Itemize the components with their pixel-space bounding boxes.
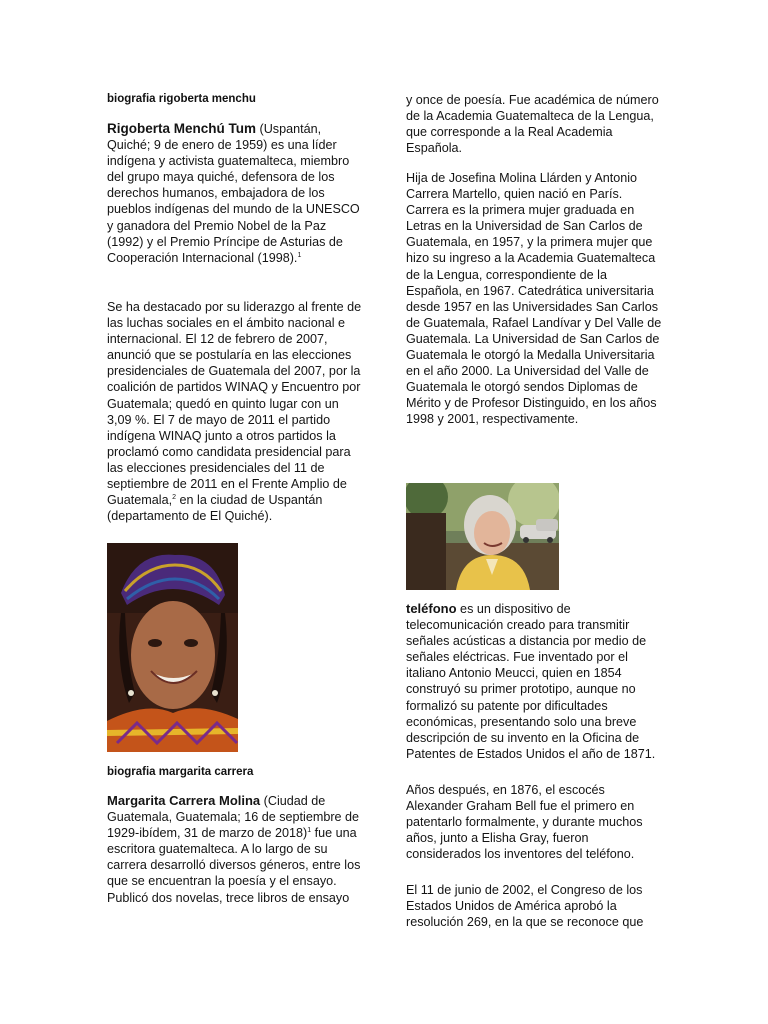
term-telefono: teléfono xyxy=(406,601,457,616)
bio-margarita xyxy=(107,793,365,906)
footnote-ref: 1 xyxy=(307,827,312,834)
para-anos-despues: Años después, en 1876, el escocés Alexander Graham Bell fue el primero en patentarlo formalmente, y durante muchos años, junto a Elisha Gray, fueron considerados los inventores del teléfono. xyxy=(406,783,643,862)
bio-rigoberta-name: Rigoberta Menchú Tum xyxy=(107,121,257,136)
bio-margarita-text-a: (Ciudad de Guatemala, Guatemala; 16 de septiembre de 1929-ibídem, 31 de marzo de 2018) xyxy=(107,794,360,841)
bio-rigoberta xyxy=(107,121,365,266)
para-continuacion: y once de poesía. Fue académica de número de la Academia Guatemalteca de la Lengua, que corresponde a la Real Academia Española. xyxy=(406,93,659,156)
para-liderazgo-text-b: en la ciudad de Uspantán (departamento de El Quiché). xyxy=(107,493,323,524)
photo-margarita xyxy=(406,483,559,590)
para-telefono-text: es un dispositivo de telecomunicación creado para transmitir señales acústicas a distancia por medio de señales eléctricas. Fue inventado por el italiano Antonio Meucci, quien en 1854 construyó su primer prototipo, aunque no formalizó su patente por dificultades económicas, presentando solo una breve descripción de su invento en la Oficina de Patentes de Estados Unidos el año de 1871. xyxy=(406,602,656,761)
bio-rigoberta-text: (Uspantán, Quiché; 9 de enero de 1959) es una líder indígena y activista guatemalteca, miembro del grupo maya quiché, defensora de los derechos humanos, embajadora de los pueblos indígenas del mundo de la UNESCO y ganadora del Premio Nobel de la Paz (1992) y el Premio Príncipe de Asturias de Cooperación Internacional (1998). xyxy=(107,122,360,265)
photo-rigoberta xyxy=(107,543,238,752)
footnote-ref: 2 xyxy=(172,493,177,501)
heading-rigoberta: biografia rigoberta menchu xyxy=(107,93,256,105)
para-liderazgo xyxy=(107,299,365,524)
bio-margarita-name: Margarita Carrera Molina xyxy=(107,793,261,808)
para-2002: El 11 de junio de 2002, el Congreso de los Estados Unidos de América aprobó la resolución 269, en la que se reconoce que xyxy=(406,883,644,930)
footnote-ref: 1 xyxy=(297,251,302,259)
para-telefono xyxy=(406,601,662,762)
heading-margarita: biografia margarita carrera xyxy=(107,766,254,778)
bio-margarita-text-b: fue una escritora guatemalteca. A lo largo de su carrera desarrolló diversos géneros, entre los que se encuentran la poesía y el ensayo. Publicó dos novelas, trece libros de ensayo xyxy=(107,826,361,905)
para-liderazgo-text-a: Se ha destacado por su liderazgo al frente de las luchas sociales en el ámbito nacional e internacional. El 12 de febrero de 2007, anunció que se postularía en las elecciones presidenciales de Guatemala del 2007, por la coalición de partidos WINAQ y Encuentro por Guatemala; quedó en quinto lugar con un 3,09 %. El 7 de mayo de 2011 el partido indígena WINAQ junto a otros partidos la proclamó como candidata presidencial para las elecciones presidenciales del 11 de septiembre de 2011 en el Frente Amplio de Guatemala, xyxy=(107,300,362,508)
para-hija: Hija de Josefina Molina Llárden y Antonio Carrera Martello, quien nació en París. Carrera es la primera mujer graduada en Letras en la Universidad de San Carlos de Guatemala, en 1957, y la primera mujer que hizo su ingreso a la Academia Guatemalteca de la Lengua, correspondiente de la Española, en 1967. Catedrática universitaria desde 1957 en las Universidades San Carlos de Guatemala, Rafael Landívar y Del Valle de Guatemala. La Universidad de San Carlos de Guatemala le otorgó la Medalla Universitaria en el año 2000. La Universidad del Valle de Guatemala le otorgó sendos Diplomas de Mérito y de Profesor Distinguido, en los años 1998 y 2001, respectivamente. xyxy=(406,171,662,427)
